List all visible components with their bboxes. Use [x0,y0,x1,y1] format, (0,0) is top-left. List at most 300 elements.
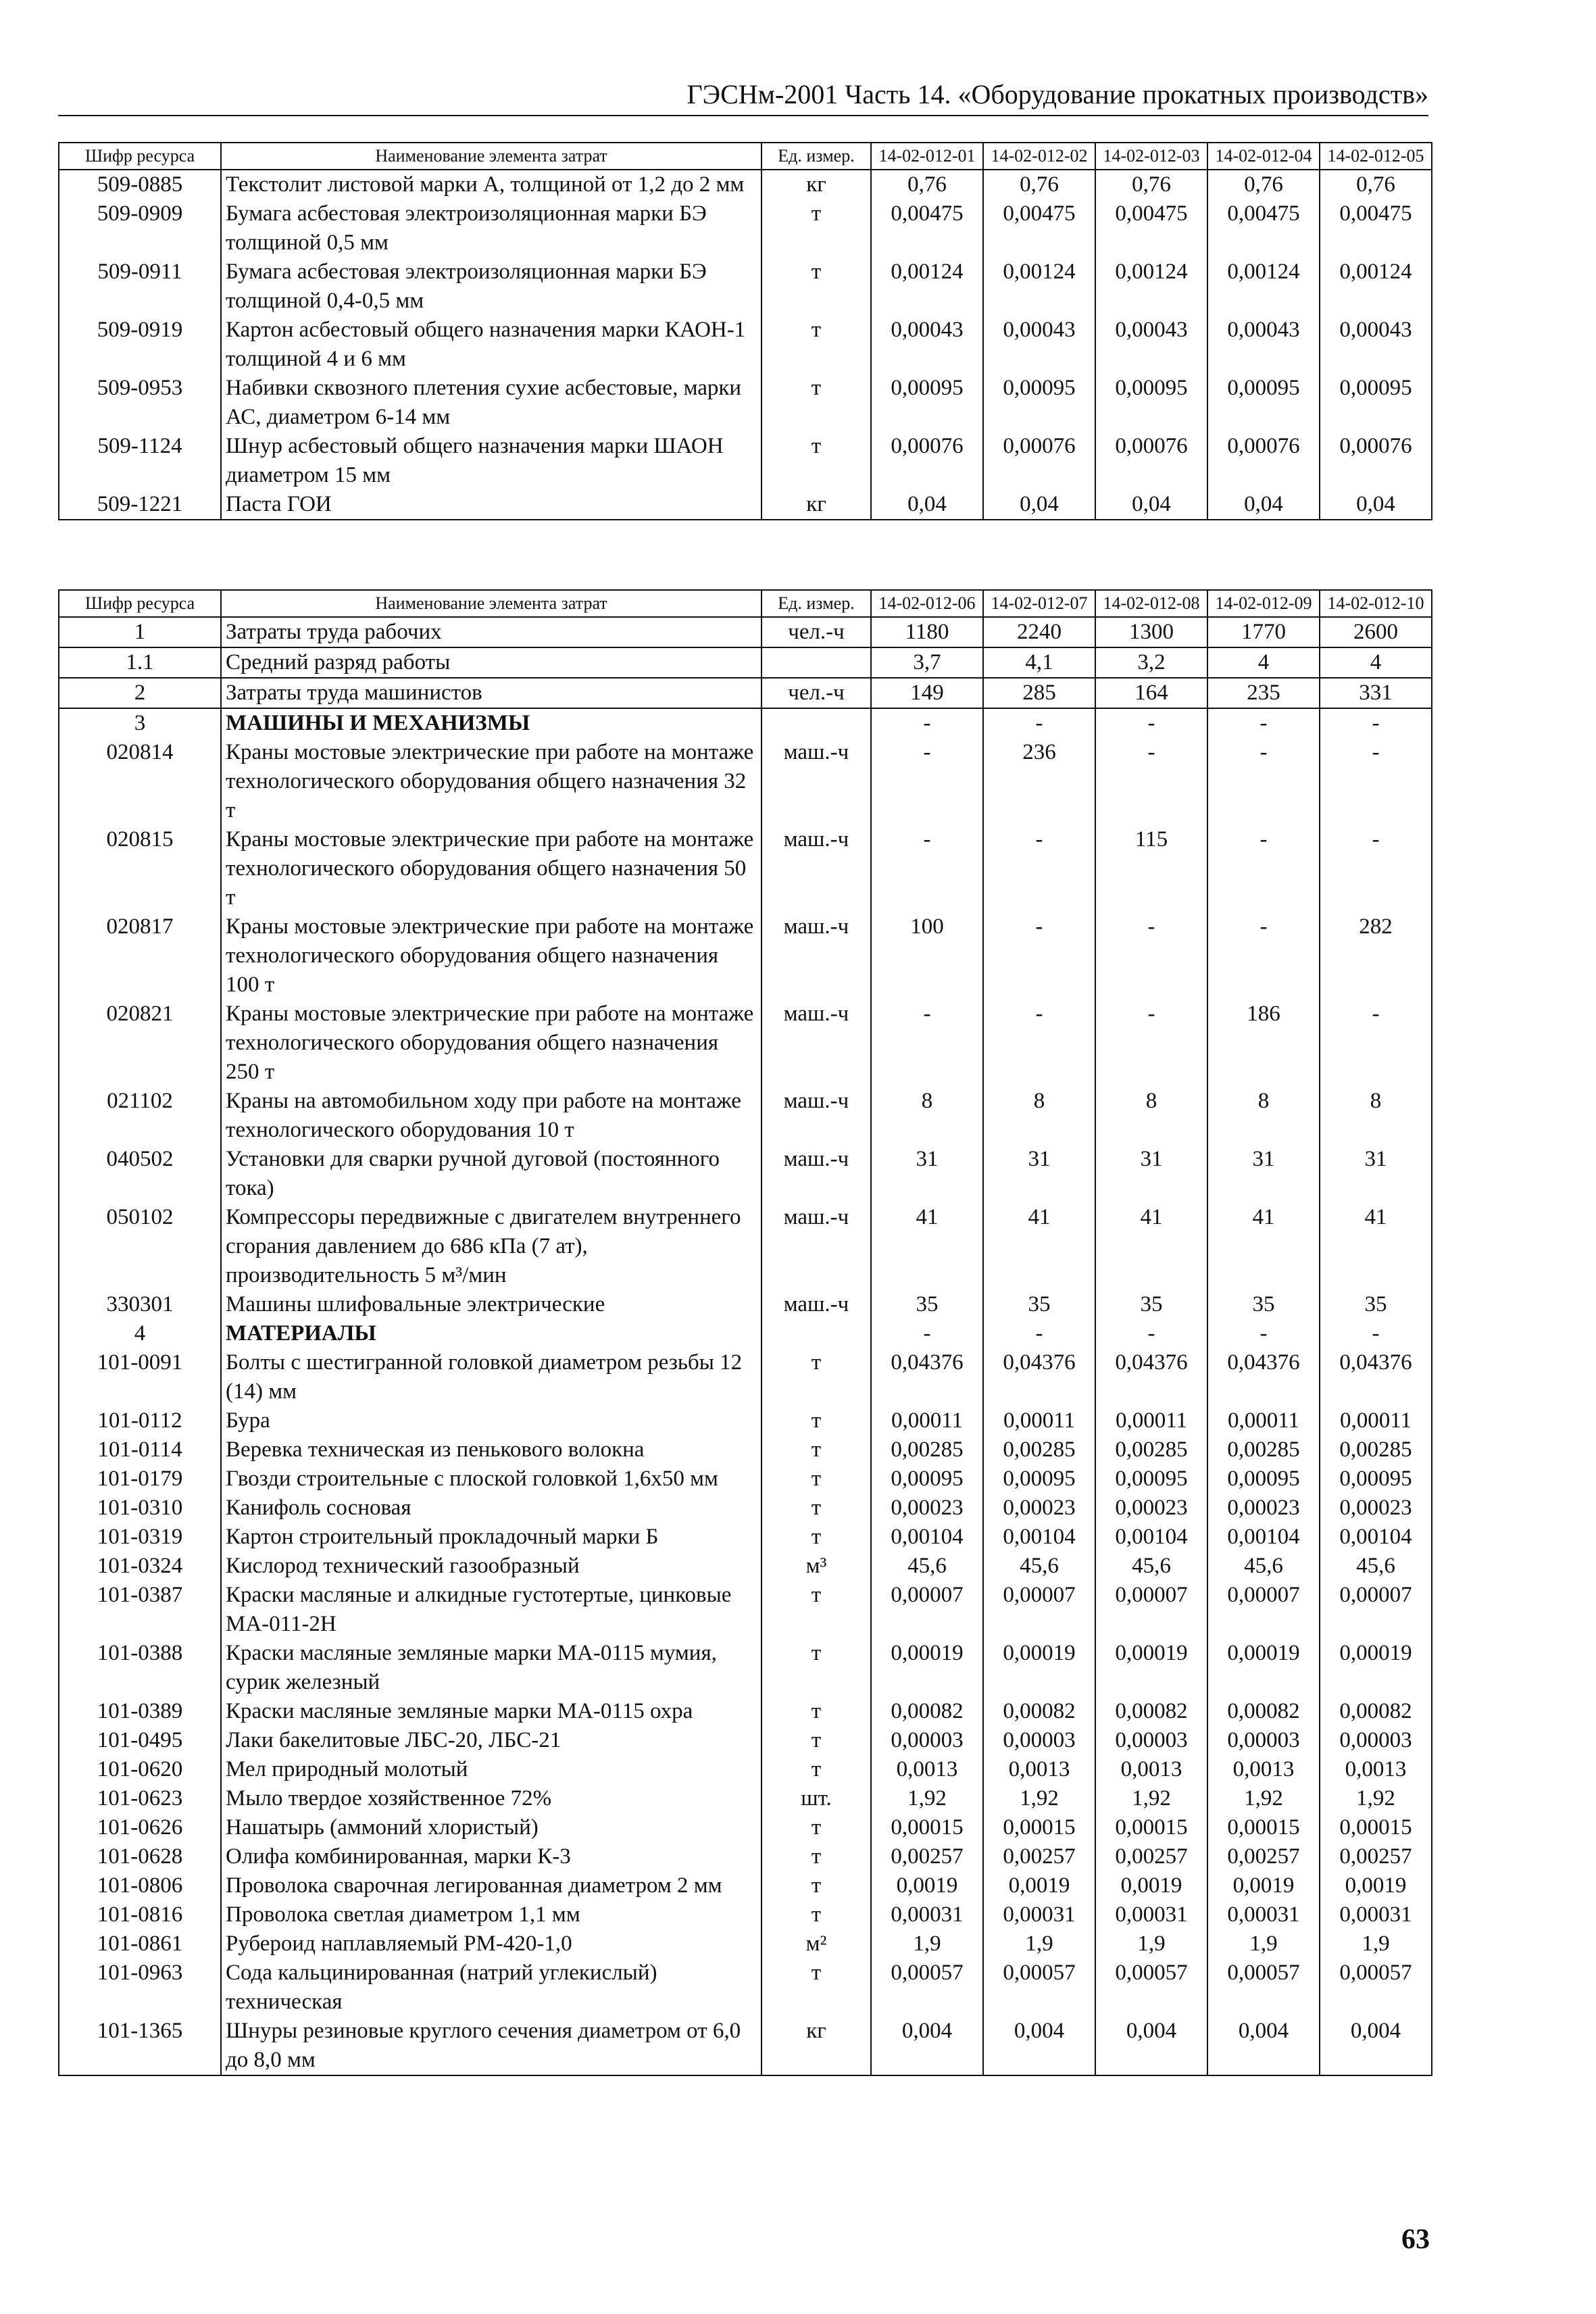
norm-value: - [1207,708,1320,738]
resource-code: 040502 [59,1145,221,1203]
cost-element-name: Установки для сварки ручной дуговой (постоянного тока) [221,1145,762,1203]
table-row [59,1900,1432,1929]
norm-value: 35 [983,1290,1095,1319]
unit-of-measure: кг [762,2017,871,2075]
table-row [59,1087,1432,1145]
norm-value: 0,00285 [1320,1435,1432,1464]
norm-value: - [983,912,1095,1000]
table-row [59,1464,1432,1494]
resource-code: 101-0389 [59,1697,221,1726]
norm-value: 0,00475 [1320,199,1432,257]
unit-of-measure: маш.-ч [762,1290,871,1319]
unit-of-measure: т [762,1755,871,1784]
cost-element-name: Шнур асбестовый общего назначения марки ШАОН диаметром 15 мм [221,432,762,490]
cost-element-name: Краны мостовые электрические при работе на монтаже технологического оборудования общего назначения 32 т [221,738,762,825]
norm-value: 0,00475 [871,199,983,257]
norm-value: 115 [1095,825,1207,912]
table-row [59,1203,1432,1290]
cost-element-name: Проволока сварочная легированная диаметром 2 мм [221,1871,762,1900]
table-row [59,316,1432,374]
resource-code: 020821 [59,1000,221,1087]
norm-value: 1,92 [983,1784,1095,1813]
norm-value: 0,00057 [1095,1959,1207,2017]
norm-value: - [983,825,1095,912]
norm-value: 0,00095 [1095,374,1207,432]
norm-value: 0,04 [1320,490,1432,520]
norm-value: 0,00003 [983,1726,1095,1755]
cost-element-name: Мел природный молотый [221,1755,762,1784]
resource-code: 101-0963 [59,1959,221,2017]
table-header [59,143,1432,170]
norm-value: 31 [983,1145,1095,1203]
resource-code: 4 [59,1319,221,1348]
resource-code: 021102 [59,1087,221,1145]
norm-value: 0,76 [871,170,983,199]
norm-value: 0,00095 [871,374,983,432]
header-column-code: 14-02-012-06 [871,590,983,617]
norm-value: 0,00043 [1095,316,1207,374]
norm-value: - [871,738,983,825]
norm-value: 0,00475 [1095,199,1207,257]
norm-value: 236 [983,738,1095,825]
norm-value: - [871,1319,983,1348]
norm-value: 0,0019 [1207,1871,1320,1900]
norm-value: - [1095,738,1207,825]
norm-value: 0,00011 [1095,1406,1207,1435]
header-name: Наименование элемента затрат [221,590,762,617]
table-row [59,825,1432,912]
norm-value: 0,00043 [983,316,1095,374]
cost-element-name: Затраты труда рабочих [221,617,762,647]
norm-value: 0,00082 [1207,1697,1320,1726]
resource-code: 101-0861 [59,1929,221,1959]
norm-value: 149 [871,678,983,708]
unit-of-measure: шт. [762,1784,871,1813]
norm-value: - [1320,1000,1432,1087]
cost-element-name: Кислород технический газообразный [221,1552,762,1581]
header-column-code: 14-02-012-01 [871,143,983,170]
resource-code: 2 [59,678,221,708]
norm-value: 0,00043 [1207,316,1320,374]
resource-code: 101-0310 [59,1494,221,1523]
header-code: Шифр ресурса [59,590,221,617]
norm-value: 0,00076 [983,432,1095,490]
table-row [59,432,1432,490]
norm-value: 0,0019 [1320,1871,1432,1900]
norm-value: - [1320,1319,1432,1348]
table-header [59,590,1432,617]
resource-code: 101-0816 [59,1900,221,1929]
norm-value: 1,92 [871,1784,983,1813]
cost-element-name: Картон строительный прокладочный марки Б [221,1523,762,1552]
header-column-code: 14-02-012-03 [1095,143,1207,170]
resource-code: 101-0495 [59,1726,221,1755]
norm-value: 0,04 [871,490,983,520]
unit-of-measure: т [762,1523,871,1552]
norm-value: 235 [1207,678,1320,708]
cost-element-name: Проволока светлая диаметром 1,1 мм [221,1900,762,1929]
resource-code: 101-0091 [59,1348,221,1406]
norm-value: 0,00011 [983,1406,1095,1435]
norm-value: 0,00031 [1095,1900,1207,1929]
unit-of-measure: т [762,1726,871,1755]
norm-value: - [1207,825,1320,912]
unit-of-measure [762,647,871,678]
norm-value: 3,2 [1095,647,1207,678]
norm-value: 0,00031 [871,1900,983,1929]
norm-value: - [1095,1000,1207,1087]
norm-value: 0,0013 [1095,1755,1207,1784]
norm-value: 0,0013 [983,1755,1095,1784]
table-row [59,1435,1432,1464]
norm-value: 0,00019 [871,1639,983,1697]
norm-value: 41 [871,1203,983,1290]
unit-of-measure [762,708,871,738]
table-row [59,2017,1432,2075]
norm-value: 0,00475 [983,199,1095,257]
cost-element-name: Картон асбестовый общего назначения марки КАОН-1 толщиной 4 и 6 мм [221,316,762,374]
norm-value: 1,92 [1207,1784,1320,1813]
norm-value: 331 [1320,678,1432,708]
table-row [59,1494,1432,1523]
table-row [59,1726,1432,1755]
norm-value: 0,00082 [871,1697,983,1726]
norm-value: - [1207,738,1320,825]
table-row [59,1319,1432,1348]
norm-value: 0,00104 [1095,1523,1207,1552]
norm-value: 285 [983,678,1095,708]
norm-value: 0,00011 [1207,1406,1320,1435]
norm-value: 0,00082 [1095,1697,1207,1726]
unit-of-measure: т [762,257,871,316]
norm-value: 2600 [1320,617,1432,647]
norm-value: 0,00007 [1095,1581,1207,1639]
norm-value: 0,00015 [1320,1813,1432,1842]
norm-value: 1180 [871,617,983,647]
norm-value: 100 [871,912,983,1000]
norm-value: 35 [871,1290,983,1319]
unit-of-measure: маш.-ч [762,1203,871,1290]
unit-of-measure: т [762,316,871,374]
cost-element-name: Краны мостовые электрические при работе на монтаже технологического оборудования общего назначения 50 т [221,825,762,912]
unit-of-measure: т [762,1871,871,1900]
norm-value: 0,00031 [1207,1900,1320,1929]
cost-element-name: Сода кальцинированная (натрий углекислый) техническая [221,1959,762,2017]
norm-value: - [1320,738,1432,825]
norm-value: 0,04376 [871,1348,983,1406]
resource-code: 101-0623 [59,1784,221,1813]
unit-of-measure: маш.-ч [762,738,871,825]
header-column-code: 14-02-012-05 [1320,143,1432,170]
cost-element-name: Канифоль сосновая [221,1494,762,1523]
resource-code: 020817 [59,912,221,1000]
norm-value: - [1207,912,1320,1000]
norm-value: 164 [1095,678,1207,708]
norm-value: 45,6 [871,1552,983,1581]
resource-code: 509-0885 [59,170,221,199]
resource-code: 020814 [59,738,221,825]
unit-of-measure: т [762,1348,871,1406]
cost-element-name: МАШИНЫ И МЕХАНИЗМЫ [221,708,762,738]
header-column-code: 14-02-012-08 [1095,590,1207,617]
resource-code: 1 [59,617,221,647]
unit-of-measure: маш.-ч [762,1145,871,1203]
cost-element-name: Шнуры резиновые круглого сечения диаметром от 6,0 до 8,0 мм [221,2017,762,2075]
norm-value: 0,00015 [871,1813,983,1842]
norm-value: 0,00124 [1320,257,1432,316]
norm-value: 0,00285 [983,1435,1095,1464]
norm-value: 0,00104 [1320,1523,1432,1552]
table-row [59,490,1432,520]
norm-value: 1300 [1095,617,1207,647]
table-row [59,1813,1432,1842]
table-row [59,1523,1432,1552]
norm-value: 282 [1320,912,1432,1000]
cost-element-name: Мыло твердое хозяйственное 72% [221,1784,762,1813]
table-row [59,199,1432,257]
norm-value: 0,00257 [983,1842,1095,1871]
table-row [59,1406,1432,1435]
norm-value: 0,00095 [1320,374,1432,432]
table-row [59,1581,1432,1639]
header-row [59,590,1432,617]
norm-value: 0,76 [983,170,1095,199]
norm-value: 0,00019 [1095,1639,1207,1697]
norm-value: 0,0013 [1320,1755,1432,1784]
resource-code: 1.1 [59,647,221,678]
table-row [59,1552,1432,1581]
cost-element-name: Затраты труда машинистов [221,678,762,708]
norm-value: 0,04 [1095,490,1207,520]
table-row [59,257,1432,316]
norm-value: 0,00124 [1207,257,1320,316]
norm-value: 31 [1207,1145,1320,1203]
table-row [59,617,1432,647]
norm-value: 0,00023 [1320,1494,1432,1523]
table-row [59,1639,1432,1697]
cost-element-name: Машины шлифовальные электрические [221,1290,762,1319]
unit-of-measure: т [762,1842,871,1871]
resource-code: 330301 [59,1290,221,1319]
resource-code: 509-0911 [59,257,221,316]
norm-value: 0,00095 [983,1464,1095,1494]
unit-of-measure: т [762,1959,871,2017]
header-column-code: 14-02-012-09 [1207,590,1320,617]
cost-element-name: Гвозди строительные с плоской головкой 1,6х50 мм [221,1464,762,1494]
cost-element-name: Краны на автомобильном ходу при работе на монтаже технологического оборудования 10 т [221,1087,762,1145]
norm-value: 186 [1207,1000,1320,1087]
cost-element-name: Краны мостовые электрические при работе на монтаже технологического оборудования общего назначения 100 т [221,912,762,1000]
norm-value: 0,00257 [1207,1842,1320,1871]
norm-value: 4 [1320,647,1432,678]
norm-value: 0,00285 [1207,1435,1320,1464]
norm-value: 45,6 [1095,1552,1207,1581]
norm-value: 41 [1320,1203,1432,1290]
norm-value: 0,00076 [1320,432,1432,490]
norm-value: - [1320,708,1432,738]
norm-value: 0,00104 [983,1523,1095,1552]
cost-element-name: Бумага асбестовая электроизоляционная марки БЭ толщиной 0,4-0,5 мм [221,257,762,316]
norm-value: - [871,1000,983,1087]
resource-code: 101-0112 [59,1406,221,1435]
table-row [59,1959,1432,2017]
unit-of-measure: кг [762,170,871,199]
unit-of-measure: кг [762,490,871,520]
header-column-code: 14-02-012-04 [1207,143,1320,170]
norm-value: 0,0019 [983,1871,1095,1900]
resource-code: 509-0953 [59,374,221,432]
unit-of-measure: т [762,1464,871,1494]
cost-element-name: Болты с шестигранной головкой диаметром резьбы 12 (14) мм [221,1348,762,1406]
resource-code: 050102 [59,1203,221,1290]
norm-value: 0,00023 [983,1494,1095,1523]
resource-code: 509-0919 [59,316,221,374]
norm-value: 0,00003 [1207,1726,1320,1755]
norm-value: 0,00076 [1095,432,1207,490]
norm-value: 1,9 [983,1929,1095,1959]
norm-value: - [983,708,1095,738]
unit-of-measure: маш.-ч [762,912,871,1000]
page-number: 63 [1401,2224,1430,2255]
norm-value: 0,00095 [1207,374,1320,432]
norm-value: 0,00019 [1207,1639,1320,1697]
table-row [59,1929,1432,1959]
norm-value: 0,00076 [1207,432,1320,490]
cost-element-name: Краски масляные земляные марки МА-0115 мумия, сурик железный [221,1639,762,1697]
table-row [59,1755,1432,1784]
resource-table-1 [58,142,1432,520]
norm-value: 0,0019 [1095,1871,1207,1900]
resource-table-2 [58,589,1432,2076]
table-row [59,1348,1432,1406]
norm-value: 1770 [1207,617,1320,647]
unit-of-measure: маш.-ч [762,1000,871,1087]
norm-value: 0,00095 [871,1464,983,1494]
table-row [59,1290,1432,1319]
norm-value: 0,00475 [1207,199,1320,257]
norm-value: 0,004 [983,2017,1095,2075]
norm-value: - [1095,912,1207,1000]
norm-value: 31 [871,1145,983,1203]
norm-value: 0,004 [1320,2017,1432,2075]
norm-value: 0,00095 [983,374,1095,432]
norm-value: 8 [1207,1087,1320,1145]
resource-code: 509-1221 [59,490,221,520]
unit-of-measure: чел.-ч [762,617,871,647]
resource-code: 101-0179 [59,1464,221,1494]
unit-of-measure: т [762,1639,871,1697]
norm-value: 0,04 [983,490,1095,520]
table-row [59,170,1432,199]
unit-of-measure: т [762,432,871,490]
cost-element-name: Набивки сквозного плетения сухие асбестовые, марки АС, диаметром 6-14 мм [221,374,762,432]
norm-value: 1,9 [1095,1929,1207,1959]
norm-value: 31 [1320,1145,1432,1203]
norm-value: 0,00007 [983,1581,1095,1639]
norm-value: 0,00007 [1207,1581,1320,1639]
resource-code: 020815 [59,825,221,912]
norm-value: 0,00023 [1207,1494,1320,1523]
header-code: Шифр ресурса [59,143,221,170]
header-column-code: 14-02-012-07 [983,590,1095,617]
norm-value: 0,00015 [983,1813,1095,1842]
norm-value: 0,00031 [1320,1900,1432,1929]
cost-element-name: Текстолит листовой марки А, толщиной от 1,2 до 2 мм [221,170,762,199]
cost-element-name: Паста ГОИ [221,490,762,520]
norm-value: 0,00015 [1095,1813,1207,1842]
norm-value: 0,00023 [871,1494,983,1523]
norm-value: 35 [1095,1290,1207,1319]
norm-value: 0,00095 [1320,1464,1432,1494]
table-row [59,1842,1432,1871]
norm-value: 0,00031 [983,1900,1095,1929]
norm-value: 0,76 [1095,170,1207,199]
norm-value: - [871,708,983,738]
header-name: Наименование элемента затрат [221,143,762,170]
unit-of-measure: м² [762,1929,871,1959]
unit-of-measure: т [762,199,871,257]
norm-value: - [983,1319,1095,1348]
table-body [59,617,1432,2075]
norm-value: 0,00124 [1095,257,1207,316]
unit-of-measure: м³ [762,1552,871,1581]
norm-value: 0,004 [1095,2017,1207,2075]
unit-of-measure: т [762,1406,871,1435]
cost-element-name: Краны мостовые электрические при работе на монтаже технологического оборудования общего назначения 250 т [221,1000,762,1087]
norm-value: 31 [1095,1145,1207,1203]
norm-value: 0,00043 [871,316,983,374]
norm-value: 4,1 [983,647,1095,678]
norm-value: 0,00043 [1320,316,1432,374]
norm-value: 1,92 [1320,1784,1432,1813]
norm-value: 8 [983,1087,1095,1145]
norm-value: 0,04376 [1320,1348,1432,1406]
cost-element-name: Бура [221,1406,762,1435]
resource-code: 101-0387 [59,1581,221,1639]
unit-of-measure: маш.-ч [762,1087,871,1145]
cost-element-name: МАТЕРИАЛЫ [221,1319,762,1348]
unit-of-measure: маш.-ч [762,825,871,912]
norm-value: 0,004 [871,2017,983,2075]
norm-value: 0,00095 [1207,1464,1320,1494]
norm-value: 1,9 [871,1929,983,1959]
norm-value: 45,6 [1320,1552,1432,1581]
table-row [59,1871,1432,1900]
cost-element-name: Нашатырь (аммоний хлористый) [221,1813,762,1842]
table-row [59,1784,1432,1813]
norm-value: 0,00082 [1320,1697,1432,1726]
norm-value: 0,00011 [871,1406,983,1435]
norm-value: 0,04376 [983,1348,1095,1406]
norm-value: 8 [1320,1087,1432,1145]
norm-value: 0,00003 [871,1726,983,1755]
norm-value: - [1095,708,1207,738]
norm-value: 8 [1095,1087,1207,1145]
norm-value: 1,9 [1207,1929,1320,1959]
unit-of-measure: чел.-ч [762,678,871,708]
cost-element-name: Средний разряд работы [221,647,762,678]
norm-value: 41 [983,1203,1095,1290]
table-row [59,678,1432,708]
norm-value: - [1207,1319,1320,1348]
norm-value: 0,00076 [871,432,983,490]
norm-value: 0,00007 [871,1581,983,1639]
unit-of-measure: т [762,1697,871,1726]
resource-code: 509-0909 [59,199,221,257]
norm-value: 41 [1095,1203,1207,1290]
norm-value: 0,00023 [1095,1494,1207,1523]
norm-value: 0,00019 [983,1639,1095,1697]
